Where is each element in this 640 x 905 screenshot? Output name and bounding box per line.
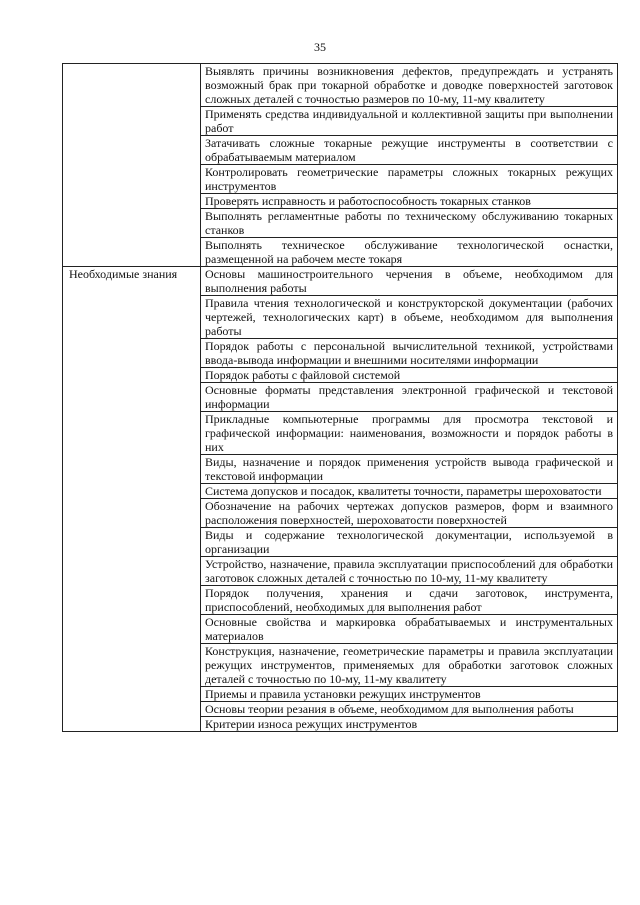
knowledge-item: Основы машиностроительного черчения в объеме, необходимом для выполнения работы: [201, 267, 618, 296]
table-row: [63, 165, 618, 194]
knowledge-item: Основы теории резания в объеме, необходимом для выполнения работы: [201, 702, 618, 717]
table-row: [63, 412, 618, 455]
page-number: 35: [314, 40, 326, 54]
table-row: [63, 528, 618, 557]
knowledge-label: Необходимые знания: [63, 267, 201, 296]
skill-item: Затачивать сложные токарные режущие инструменты в соответствии с обрабатываемым материалом: [201, 136, 618, 165]
table-row: [63, 267, 618, 296]
knowledge-item: Прикладные компьютерные программы для просмотра текстовой и графической информации: наименования, возможности и порядок работы в них: [201, 412, 618, 455]
table-row: [63, 194, 618, 209]
table-row: [63, 107, 618, 136]
table-row: [63, 209, 618, 238]
table-row: [63, 238, 618, 267]
table-row: [63, 644, 618, 687]
knowledge-item: Основные форматы представления электронной графической и текстовой информации: [201, 383, 618, 412]
table-row: [63, 687, 618, 702]
skill-item: Проверять исправность и работоспособность токарных станков: [201, 194, 618, 209]
knowledge-item: Порядок работы с персональной вычислительной техникой, устройствами ввода-вывода информации и внешними носителями информации: [201, 339, 618, 368]
table-row: [63, 64, 618, 107]
knowledge-item: Приемы и правила установки режущих инструментов: [201, 687, 618, 702]
table-row: [63, 339, 618, 368]
knowledge-item: Порядок получения, хранения и сдачи заготовок, инструмента, приспособлений, необходимых для выполнения работ: [201, 586, 618, 615]
table-row: [63, 368, 618, 383]
skill-item: Выполнять техническое обслуживание технологической оснастки, размещенной на рабочем месте токаря: [201, 238, 618, 267]
knowledge-item: Виды и содержание технологической документации, используемой в организации: [201, 528, 618, 557]
table-row: [63, 717, 618, 732]
knowledge-item: Обозначение на рабочих чертежах допусков размеров, форм и взаимного расположения поверхностей, шероховатости поверхностей: [201, 499, 618, 528]
table-row: [63, 383, 618, 412]
table-row: [63, 455, 618, 484]
knowledge-item: Критерии износа режущих инструментов: [201, 717, 618, 732]
skill-item: Выявлять причины возникновения дефектов, предупреждать и устранять возможный брак при токарной обработке и доводке поверхностей заготовок сложных деталей с точностью размеров по 10-му, 11-му квалитету: [201, 64, 618, 107]
skill-item: Выполнять регламентные работы по техническому обслуживанию токарных станков: [201, 209, 618, 238]
knowledge-item: Порядок работы с файловой системой: [201, 368, 618, 383]
knowledge-item: Виды, назначение и порядок применения устройств вывода графической и текстовой информации: [201, 455, 618, 484]
table-row: [63, 702, 618, 717]
knowledge-item: Правила чтения технологической и конструкторской документации (рабочих чертежей, технологических карт) в объеме, необходимом для выполнения работы: [201, 296, 618, 339]
requirements-table: [62, 63, 618, 732]
skill-item: Применять средства индивидуальной и коллективной защиты при выполнении работ: [201, 107, 618, 136]
table-row: [63, 586, 618, 615]
skill-item: Контролировать геометрические параметры сложных токарных режущих инструментов: [201, 165, 618, 194]
table-row: [63, 557, 618, 586]
table-row: [63, 484, 618, 499]
knowledge-item: Конструкция, назначение, геометрические параметры и правила эксплуатации режущих инструментов, применяемых для обработки заготовок сложных деталей с точностью по 10-му, 11-му квалитету: [201, 644, 618, 687]
knowledge-item: Устройство, назначение, правила эксплуатации приспособлений для обработки заготовок сложных деталей с точностью по 10-му, 11-му квалитету: [201, 557, 618, 586]
skills-label-cell: [63, 64, 201, 107]
table-row: [63, 136, 618, 165]
knowledge-item: Основные свойства и маркировка обрабатываемых и инструментальных материалов: [201, 615, 618, 644]
table-row: [63, 499, 618, 528]
table-row: [63, 615, 618, 644]
knowledge-item: Система допусков и посадок, квалитеты точности, параметры шероховатости: [201, 484, 618, 499]
table-row: [63, 296, 618, 339]
